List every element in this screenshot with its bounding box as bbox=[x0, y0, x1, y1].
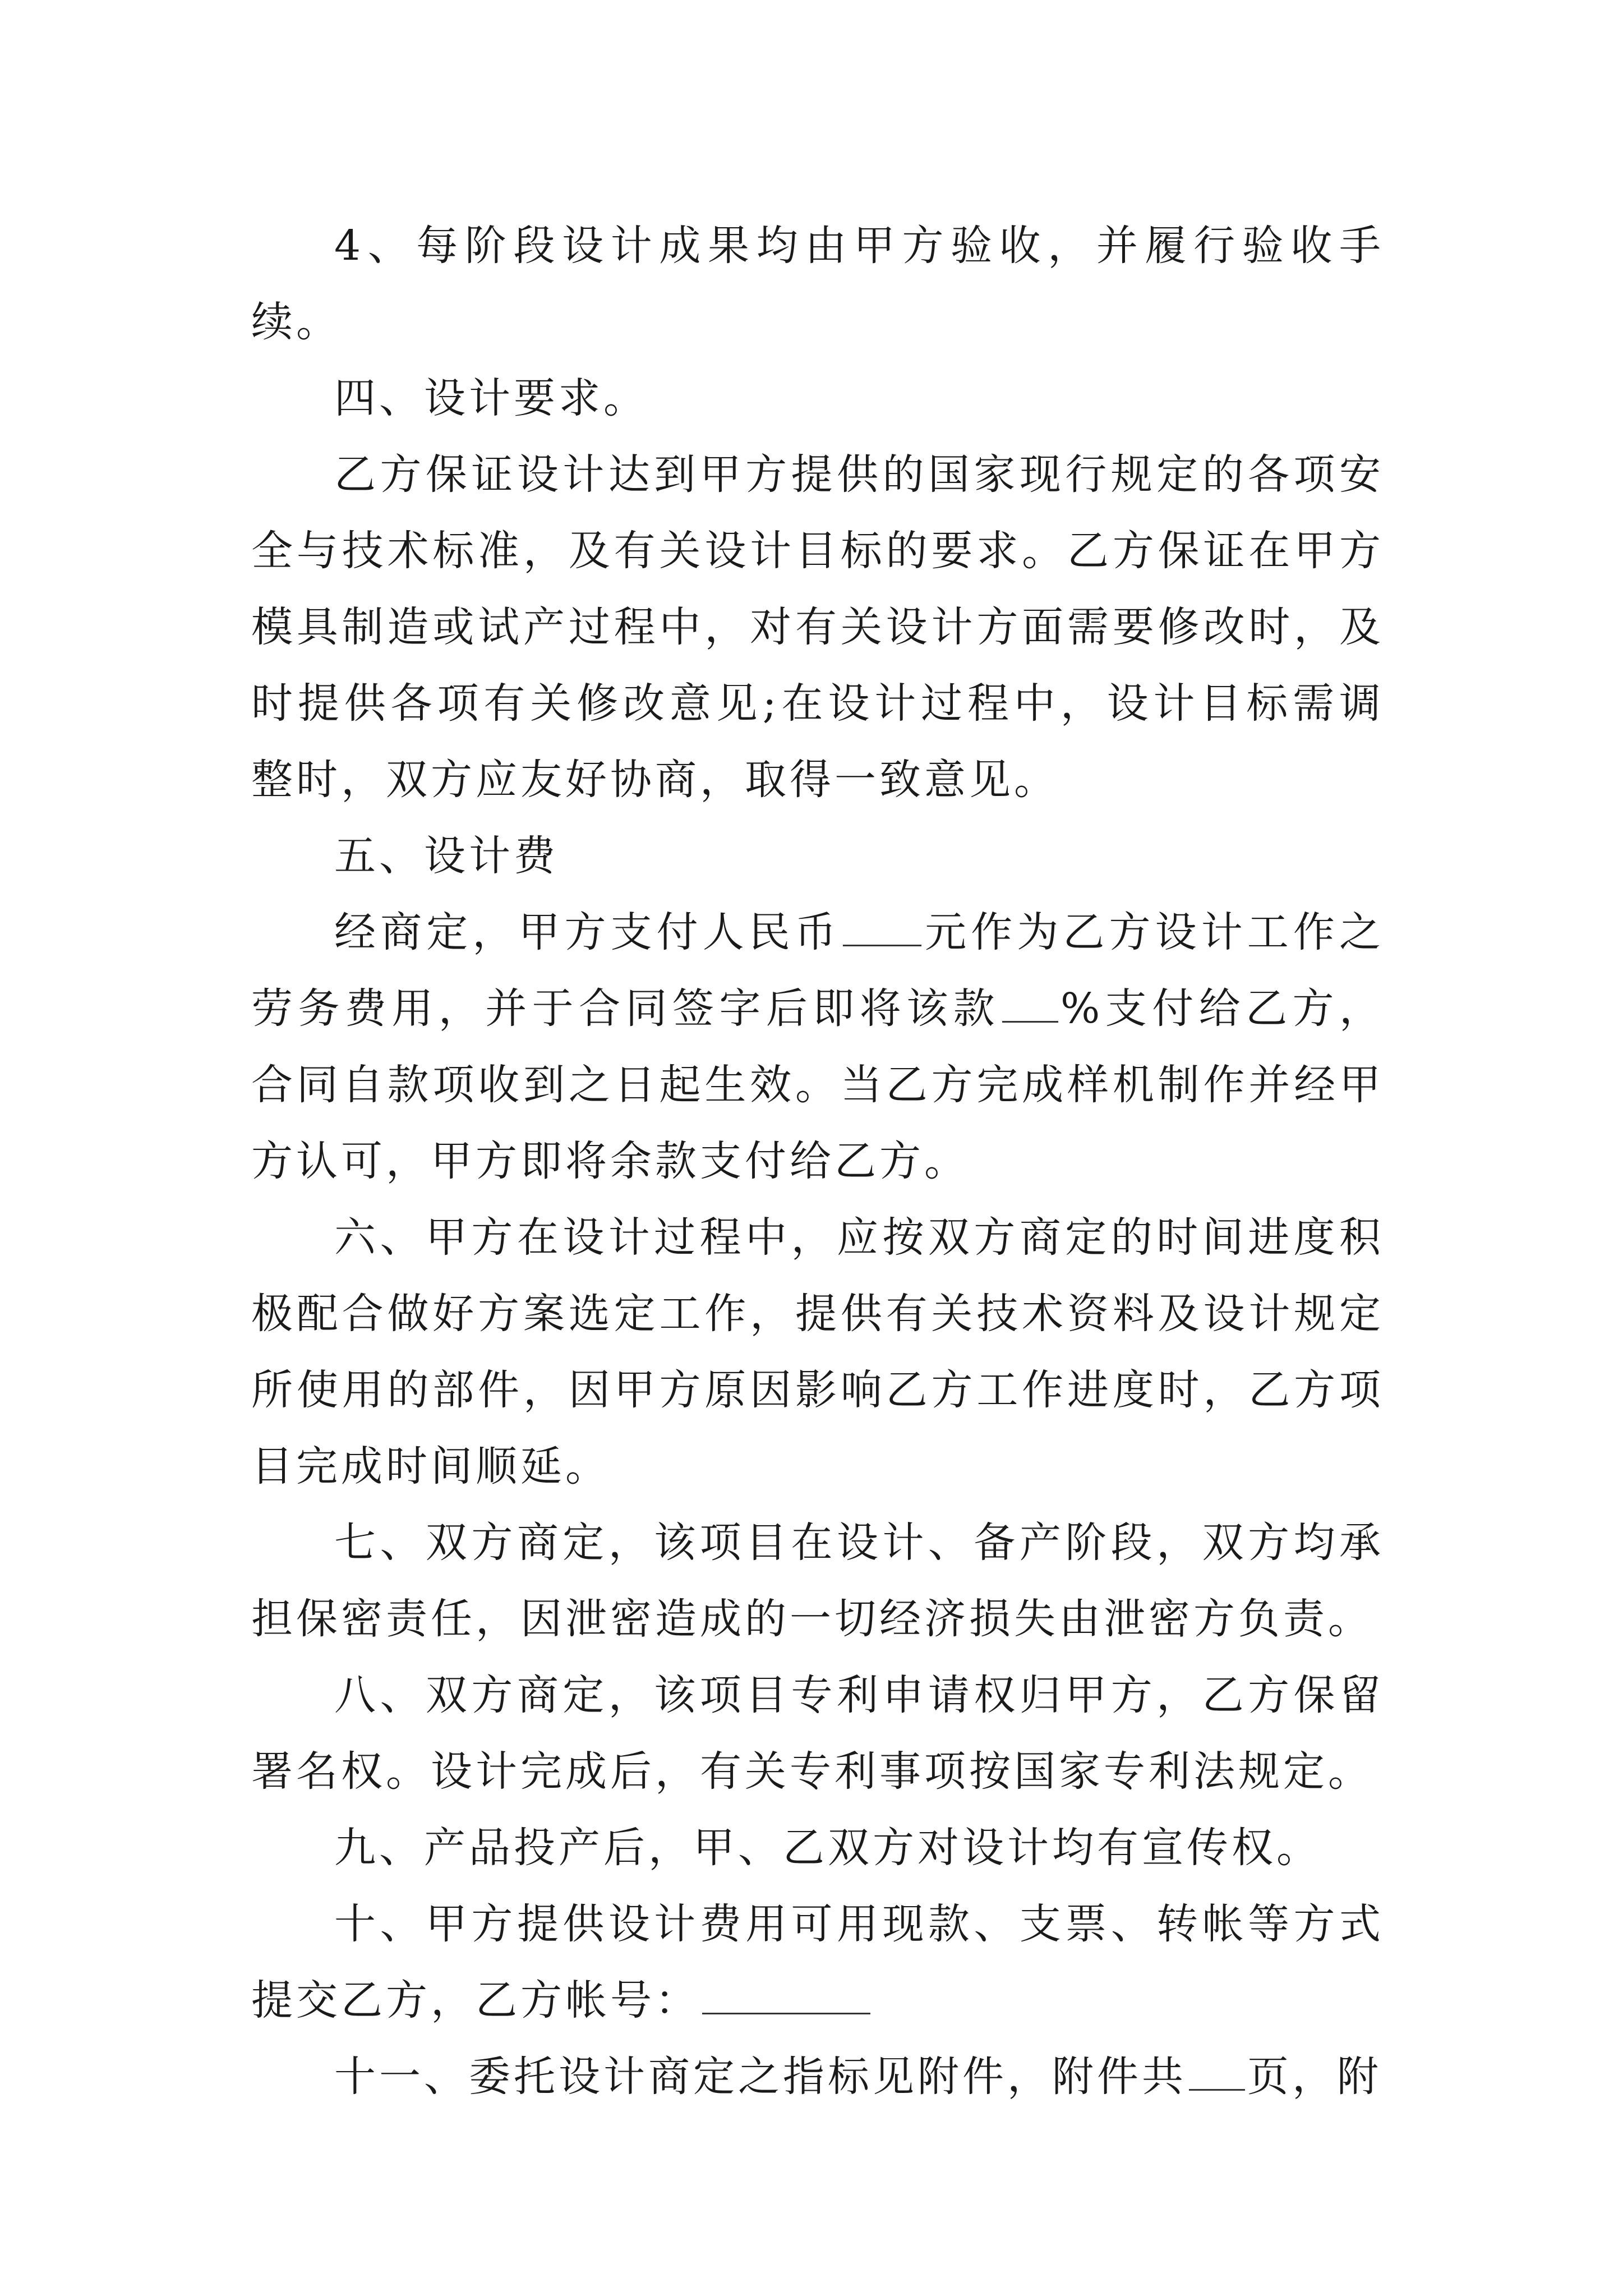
clause-8-patent: 八、双方商定，该项目专利申请权归甲方，乙方保留署名权。设计完成后，有关专利事项按国家专利法规定。 bbox=[251, 1671, 1384, 1796]
attachments-text-2: 页，附 bbox=[1247, 2053, 1382, 2101]
percent-blank[interactable] bbox=[1002, 987, 1058, 1023]
account-number-blank[interactable] bbox=[702, 1979, 870, 2014]
clause-9-publicity: 九、产品投产后，甲、乙双方对设计均有宣传权。 bbox=[334, 1824, 1321, 1872]
section-heading-design-requirements: 四、设计要求。 bbox=[334, 374, 648, 422]
document-body bbox=[251, 208, 1384, 2115]
attachments-text-1: 十一、委托设计商定之指标见附件，附件共 bbox=[334, 2053, 1187, 2101]
clause-7-confidentiality: 七、双方商定，该项目在设计、备产阶段，双方均承担保密责任，因泄密造成的一切经济损失由泄密方负责。 bbox=[251, 1519, 1384, 1643]
clause-11-attachments bbox=[251, 2039, 1384, 2115]
design-fee-text-3: %支付给乙方，合同自款项收到之日起生效。当乙方完成样机制作并经甲方认可，甲方即将余款支付给乙方。 bbox=[251, 984, 1384, 1185]
amount-blank[interactable] bbox=[843, 911, 921, 946]
clause-10-payment-method bbox=[251, 1886, 1384, 2039]
clause-6-cooperation: 六、甲方在设计过程中，应按双方商定的时间进度积极配合做好方案选定工作，提供有关技术资料及设计规定所使用的部件，因甲方原因影响乙方工作进度时，乙方项目完成时间顺延。 bbox=[251, 1213, 1384, 1490]
design-fee-text-1: 经商定，甲方支付人民币 bbox=[334, 908, 841, 956]
pages-count-blank[interactable] bbox=[1189, 2055, 1245, 2091]
payment-method-text: 十、甲方提供设计费用可用现款、支票、转帐等方式提交乙方，乙方帐号： bbox=[251, 1900, 1384, 2024]
design-fee-body bbox=[251, 894, 1384, 1199]
clause-4-acceptance: 4、每阶段设计成果均由甲方验收，并履行验收手续。 bbox=[251, 222, 1384, 346]
design-fee-text-2: 元作为乙方设计工作之劳务费用，并于合同签字后即将该款 bbox=[251, 908, 1384, 1033]
design-requirements-body: 乙方保证设计达到甲方提供的国家现行规定的各项安全与技术标准，及有关设计目标的要求。乙方保证在甲方模具制造或试产过程中，对有关设计方面需要修改时，及时提供各项有关修改意见;在设计过程中，设计目标需调整时，双方应友好协商，取得一致意见。 bbox=[251, 450, 1384, 804]
section-heading-design-fee: 五、设计费 bbox=[334, 832, 559, 880]
